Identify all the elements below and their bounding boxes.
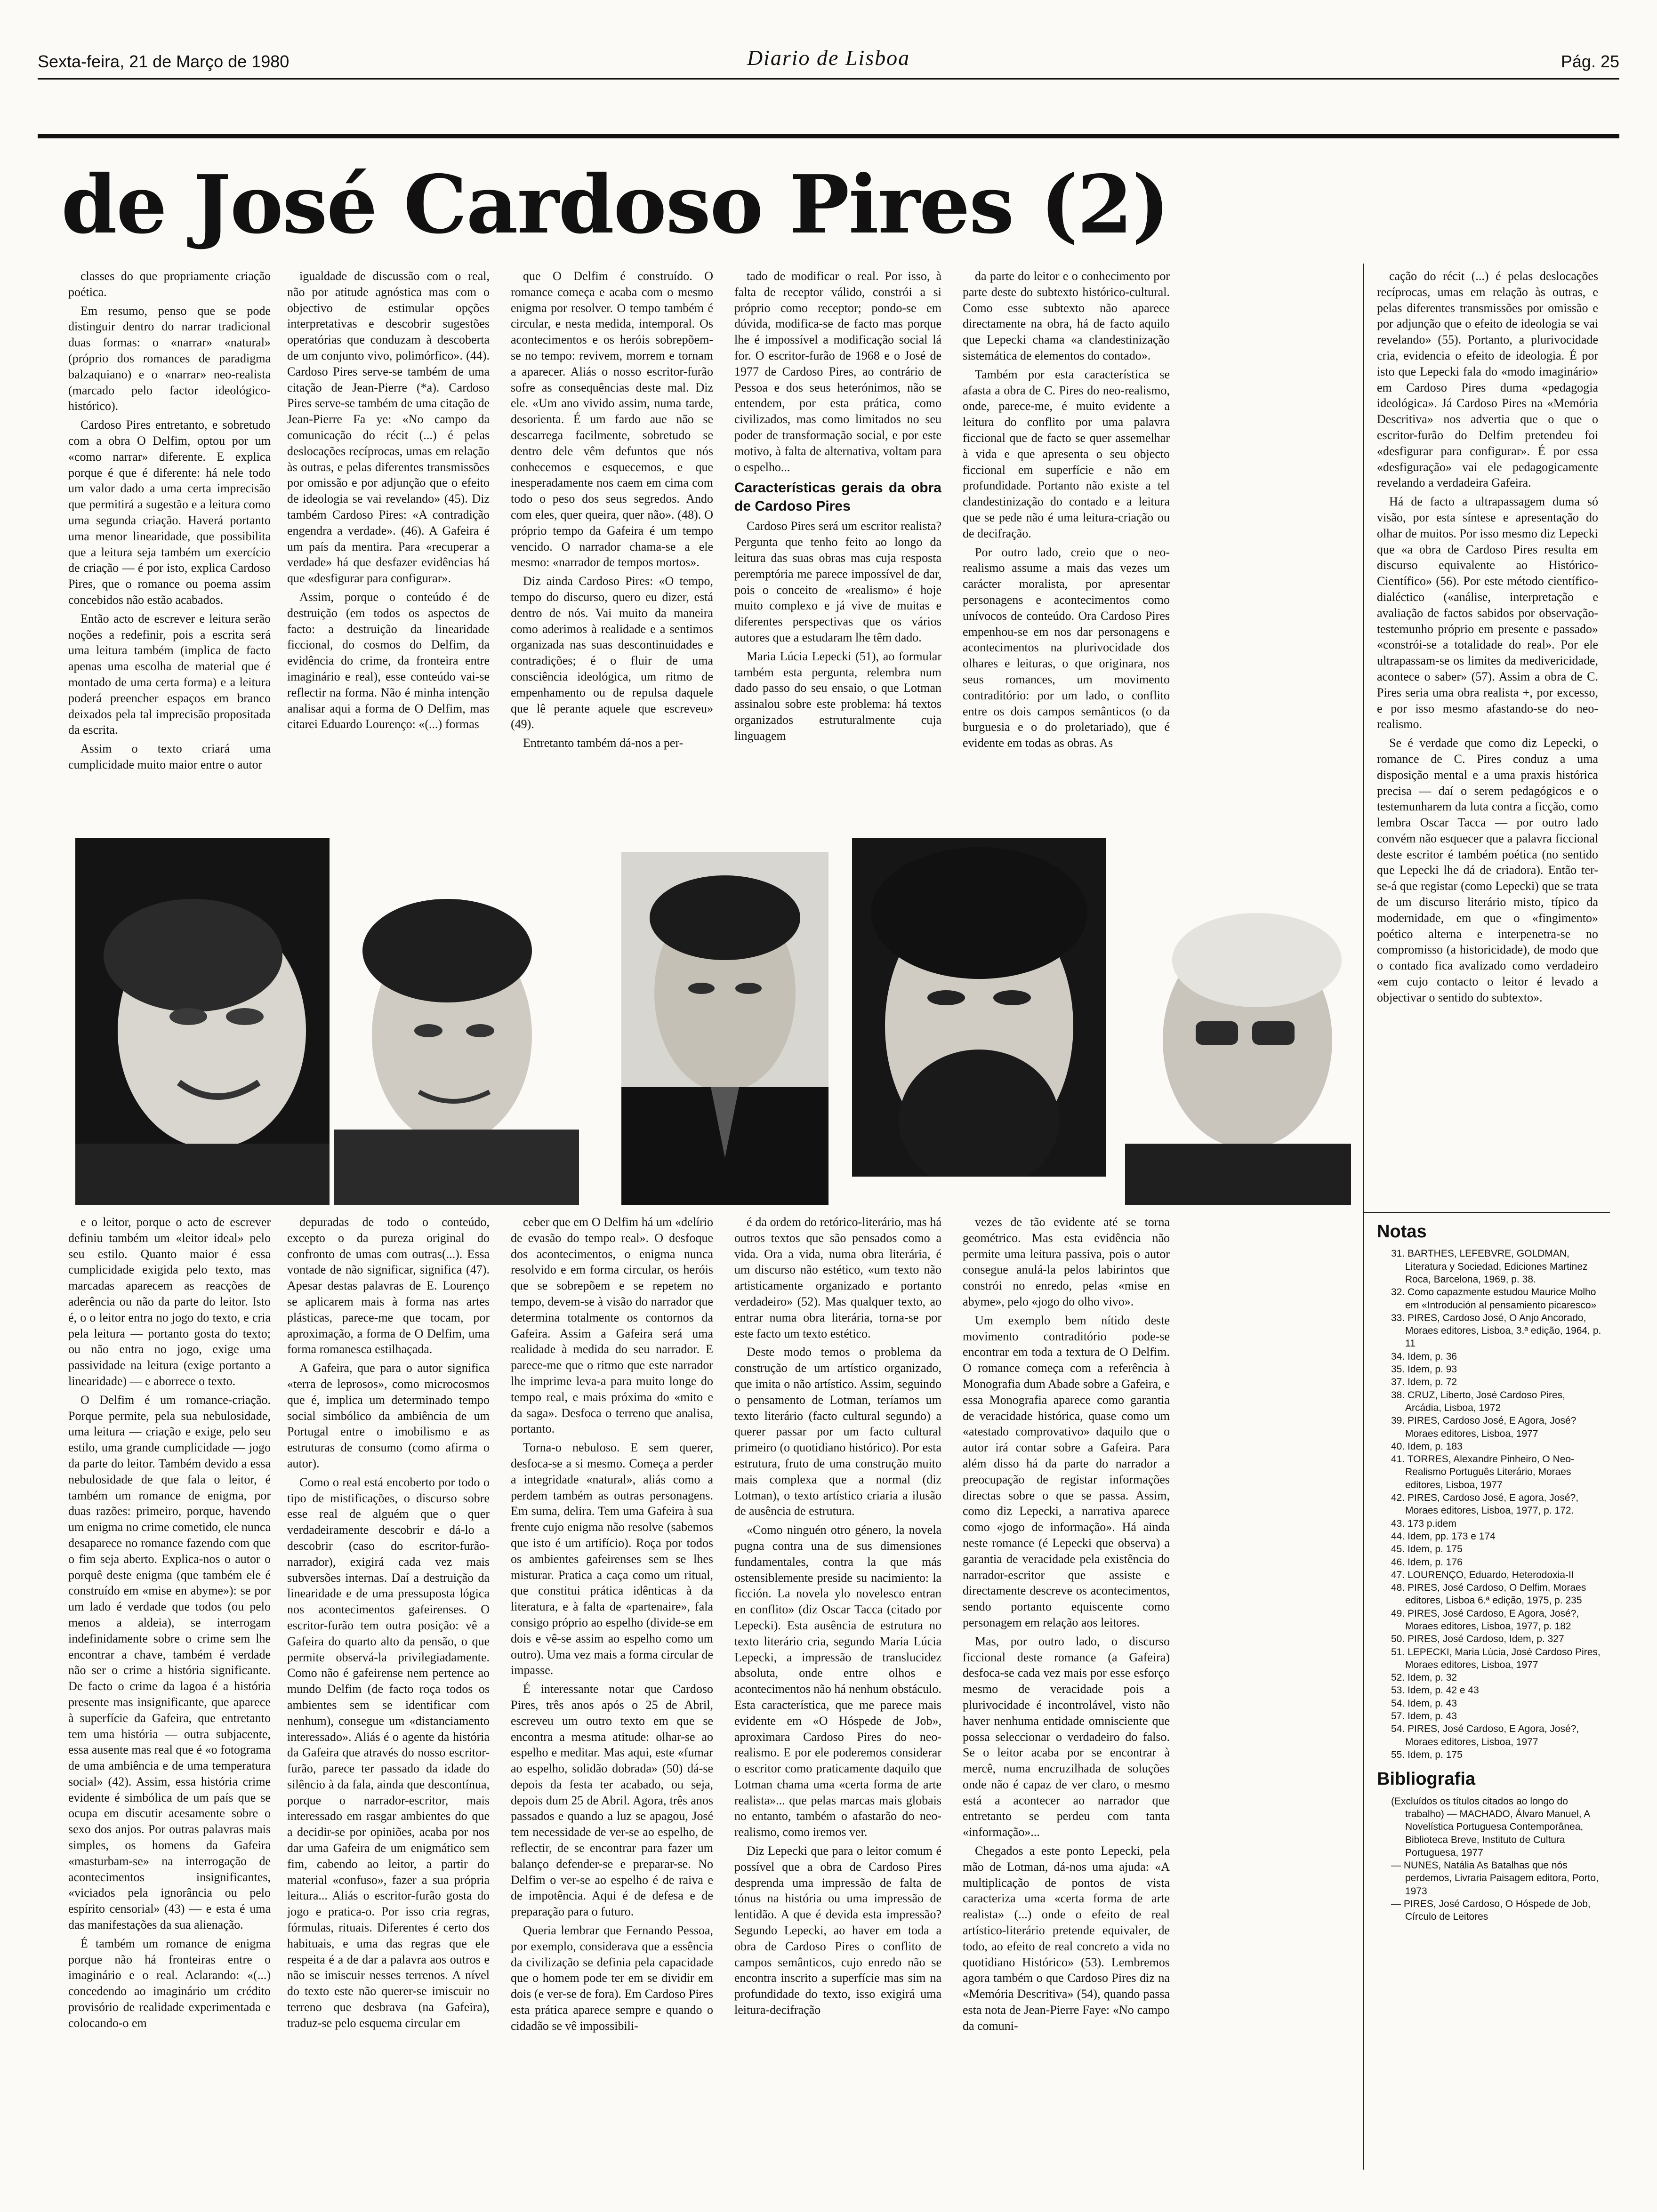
- note-entry: 51. LEPECKI, Maria Lúcia, José Cardoso Pires, Moraes editores, Lisboa, 1977: [1391, 1646, 1601, 1670]
- note-entry: 34. Idem, p. 36: [1391, 1351, 1457, 1362]
- paragraph: Também por esta característica se afasta a obra de C. Pires do neo-realismo, onde, parece-me, é muito evidente a leitura do conflito por uma palavra ficcional que de facto se quer assemelhar à vida e que apresenta o seu objecto ficcional em superfície e não em profundidade. Portanto não existe a tel clandestinização do contado e a leitura que se pede não é uma leitura-criação ou de decifração.: [963, 367, 1170, 540]
- paragraph: Chegados a este ponto Lepecki, pela mão de Lotman, dá-nos uma ajuda: «A multiplicação de pontos de vista caracteriza uma «certa forma de arte realista» (...) onde o efeito de real artístico-literário pretende equivaler, de todo, ao efeito de real concreto a vida no quotidiano Histórico» (53). Lembremos agora também o que Cardoso Pires diz na «Memória Descritiva» (54), quando passa esta nota de Jean-Pierre Faye: «No campo da comuni-: [963, 1844, 1170, 2033]
- paragraph: Deste modo temos o problema da construção de um artístico organizado, que imita o não artístico. Assim, seguindo o pensamento de Lotman, teríamos um texto literário (facto cultural segundo) a querer passar por um facto cultural primeiro (o quotidiano histórico). Por esta estrutura, fruto de uma construção muito mais complexa que a normal (diz Lotman), o texto artístico criaria a ilusão de ausência de estrutura.: [734, 1345, 941, 1518]
- paragraph: Queria lembrar que Fernando Pessoa, por exemplo, considerava que a essência da civilização se definia pela capacidade que o homem pode ter em se dividir em dois (e ver-se de fora). Em Cardoso Pires esta prática aparece sempre e quando o cidadão se vê impossibili-: [511, 1923, 713, 2033]
- paragraph: É interessante notar que Cardoso Pires, três anos após o 25 de Abril, escreveu um outro texto em que se encontra a mesma atitude: olhar-se ao espelho e meditar. Mas aqui, este «fumar ao espelho, solidão dobrada» (50) dá-se depois da festa ter acabado, ou seja, depois dum 25 de Abril. Agora, três anos passados e quando a luz se apagou, José tem necessidade de ver-se ao espelho, de reflectir, de se encontrar para fazer um balanço defender-se e preparar-se. No Delfim o ver-se ao espelho é de raiva e de impotência. Aqui é de defesa e de preparação para o futuro.: [511, 1682, 713, 1919]
- column-5-top: [963, 268, 1170, 828]
- note-entry: 35. Idem, p. 93: [1391, 1364, 1457, 1375]
- paragraph: «Como ninguén otro género, la novela pugna contra una de sus dimensiones fundamentales, contra la que más ostensiblemente preside su nacimiento: la ficción. La novela ylo novelesco entran en conflito» (diz Oscar Tacca (citado por Lepecki). Esta ausência de estrutura no texto literário cria, segundo Maria Lúcia Lepecki, a impressão de translucidez absoluta, onde entre olhos e acontecimentos não há nenhum obstáculo. Esta característica, que me parece mais evidente em «O Hóspede de Job», aproximara Cardoso Pires do neo-realismo. E por ele poderemos considerar o escritor como praticamente daquilo que Lotman chama uma «certa forma de arte realista»... que pelas marcas mais globais no entanto, também o afastarão do neo-realismo, como iremos ver.: [734, 1523, 941, 1839]
- paragraph: depuradas de todo o conteúdo, excepto o da pureza original do confronto de umas com outras(...). Essa vontade de não significar, significa (47). Apesar destas palavras de E. Lourenço se aplicarem mais à forma nas artes plásticas, parece-me que tocam, por aproximação, a forma de O Delfim, uma forma romanesca estilhaçada.: [287, 1215, 490, 1356]
- bibliography-list: [1377, 1795, 1603, 1923]
- note-entry: 48. PIRES, José Cardoso, O Delfim, Moraes editores, Lisboa 6.ª edição, 1975, p. 235: [1391, 1582, 1586, 1606]
- column-3-bottom: [511, 1214, 713, 2184]
- paragraph: ceber que em O Delfim há um «delírio de evasão do tempo real». O desfoque dos acontecimentos, o enigma nunca resolvido e em forma circular, os heróis que se sobrepõem e se repetem no tempo, devem-se à visão do narrador que determina totalmente os contornos da Gafeira. Assim a Gafeira será uma realidade à medida do seu narrador. E parece-me que o ritmo que este narrador lhe imprime leva-a para muito longe do tempo real, e mais próxima do «mito e da saga». Desfoca o terreno que analisa, portanto.: [511, 1215, 713, 1436]
- issue-date: Sexta-feira, 21 de Março de 1980: [38, 52, 290, 71]
- note-entry: 54. Idem, p. 43: [1391, 1698, 1457, 1709]
- note-entry: 43. 173 p.idem: [1391, 1518, 1456, 1529]
- note-entry: 40. Idem, p. 183: [1391, 1441, 1463, 1452]
- column-2-top: [287, 268, 490, 828]
- section-subtitle: Características gerais da obra de Cardoso Pires: [734, 480, 941, 514]
- paragraph: Por outro lado, creio que o neo-realismo assume a mais das vezes um carácter moralista, por apresentar personagens e acontecimentos como unívocos de conteúdo. Ora Cardoso Pires empenhou-se em nos dar personagens e acontecimentos na plurivocidade dos olhares e leituras, o que originara, nos seus romances, um movimento contraditório: por um lado, o conflito entre os dois campos semânticos (o da burguesia e o do proletariado), que é evidente em todas as obras. As: [963, 545, 1170, 750]
- note-entry: 47. LOURENÇO, Eduardo, Heterodoxia-II: [1391, 1569, 1574, 1580]
- article-headline: de José Cardoso Pires (2): [61, 158, 1169, 252]
- notes-rule: [1363, 1212, 1610, 1213]
- note-entry: 55. Idem, p. 175: [1391, 1749, 1463, 1760]
- paragraph: Há de facto a ultrapassagem duma só visão, por esta síntese e apresentação do olhar de muitos. Por isso mesmo diz Lepecki que «a obra de Cardoso Pires resulta em discurso equivalente ao Histórico-Científico» (56). Por este método científico-dialéctico («análise, interpretação e avaliação de factos sabidos por observação-testemunho próprio em presente e passado» «constrói-se a totalidade do real». Por ele ultrapassam-se os limites da medivericidade, acontece o saber» (57). Assim a obra de C. Pires seria uma obra realista +, por excesso, e por isso mesmo afastando-se do neo-realismo.: [1377, 495, 1598, 731]
- paragraph: A Gafeira, que para o autor significa «terra de leprosos», como microcosmos que é, implica um determinado tempo social simbólico da ambiência de um Portugal entre o imobilismo e as estruturas de consumo (como afirma o autor).: [287, 1361, 490, 1470]
- note-entry: 50. PIRES, José Cardoso, Idem, p. 327: [1391, 1634, 1564, 1645]
- paragraph: e o leitor, porque o acto de escrever definiu também um «leitor ideal» pelo seu estilo. Quanto maior é essa cumplicidade exigida pelo texto, mas marcadas aparecem as reacções de aderência ou não da parte do leitor. Isto é, o o leitor entra no jogo do texto, e cria pela leitura — portanto gosta do texto; ou não entra no jogo, exige uma passividade na leitura (exige portanto a linearidade) — e aborrece o texto.: [68, 1215, 271, 1388]
- paragraph: Como o real está encoberto por todo o tipo de mistificações, o discurso sobre esse real de alguém que o quer verdadeiramente descobrir e dá-lo a descobrir (caso do escritor-furão-narrador), exigirá cada vez mais subversões internas. Daí a destruição da linearidade e de uma pressuposta lógica nos acontecimentos gafeirenses. O escritor-furão tem outra posição: vê a Gafeira do quarto alto da pensão, o que permite observá-la privilegiadamente. Como não é gafeirense nem pertence ao mundo Delfim (de facto roça todos os ambientes sem se identificar com nenhum), consegue um «distanciamento interessado». Aliás é o agente da história da Gafeira que através do nosso escritor-furão, parece ter passado da idade do silêncio à da fala, ainda que descontínua, porque o narrador-escritor, mais interessado em rasgar ambientes do que a decidir-se por opiniões, acaba por nos dar uma Gafeira de um enigmático sem fim, cabendo ao leitor, a partir do material «confuso», fazer a sua própria leitura... Aliás o escritor-furão gosta do jogo e pratica-o. Por isso cria regras, fórmulas, rituais. Diferentes é certo dos habituais, e uma das regras que ele respeita é a de dar a palavra aos outros e não se imiscuir nesses terrenos. A nível do texto este não querer-se imiscuir no terreno que desbrava (na Gafeira), traduz-se pelo esquema circular em: [287, 1475, 490, 2030]
- notes-section: [1377, 1217, 1603, 2186]
- column-2-bottom: [287, 1214, 490, 2184]
- paragraph: Assim, porque o conteúdo é de destruição (em todos os aspectos de facto: a destruição da linearidade ficcional, do cosmos do Delfim, da evidência do crime, da fronteira entre imaginário e real), esse conteúdo vai-se reflectir na forma. Não é minha intenção analisar aqui a forma de O Delfim, mas citarei Eduardo Lourenço: «(...) formas: [287, 590, 490, 731]
- bibliography-entry: — NUNES, Natália As Batalhas que nós perdemos, Livraria Paisagem editora, Porto, 1973: [1391, 1860, 1599, 1897]
- paragraph: Cardoso Pires será um escritor realista? Pergunta que tenho feito ao longo da leitura das suas obras mas cuja resposta peremptória me parece impossível de dar, pois o conceito de «realismo» é hoje muito complexo e já vive de muitas e diferentes perspectivas que os vários autores que a estudaram lhe têm dado.: [734, 519, 941, 644]
- paragraph: Maria Lúcia Lepecki (51), ao formular também esta pergunta, relembra num dado passo do seu ensaio, o que Lotman assinalou sobre este problema: há textos organizados estruturalmente cuja linguagem: [734, 649, 941, 743]
- note-entry: 32. Como capazmente estudou Maurice Molho em «Introdución al pensamiento picaresco»: [1391, 1287, 1597, 1311]
- paragraph: Assim o texto criará uma cumplicidade muito maior entre o autor: [68, 742, 271, 771]
- column-3-top: [511, 268, 713, 828]
- paragraph: que O Delfim é construído. O romance começa e acaba com o mesmo enigma por resolver. O tempo também é circular, e nesta medida, intemporal. Os acontecimentos e os heróis sobrepõem-se no tempo: revivem, morrem e tornam a aparecer. Aliás o nosso escritor-furão sofre as consequências deste mal. Diz ele. «Um ano vivido assim, numa tarde, desorienta. É um fardo aue não se descarrega facilmente, sobretudo se dentro dele vêm defuntos que nós conhecemos e esquecemos, e que inesperadamente nos caem em cima com todo o peso dos seus segredos. Ando com eles, quer queira, quer não». (48). O próprio tempo da Gafeira é um tempo vencido. O narrador chama-se a ele mesmo: «narrador de tempos mortos».: [511, 269, 713, 569]
- newspaper-name: Diario de Lisboa: [747, 46, 910, 70]
- note-entry: 54. PIRES, José Cardoso, E Agora, José?, Moraes editores, Lisboa, 1977: [1391, 1723, 1579, 1747]
- note-entry: 33. PIRES, Cardoso José, O Anjo Ancorado, Moraes editores, Lisboa, 3.ª edição, 1964, p. 11: [1391, 1312, 1601, 1349]
- paragraph: é da ordem do retórico-literário, mas há outros textos que são pensados como a vida. Ora a vida, numa obra literária, é um discurso não estético, «um texto não artisticamente organizado e portanto verdadeiro» (52). Mas qualquer texto, ao entrar numa obra literária, torna-se por este facto um texto estético.: [734, 1215, 941, 1340]
- bibliography-entry: (Excluídos os títulos citados ao longo do trabalho) — MACHADO, Álvaro Manuel, A Novelística Portuguesa Contemporânea, Biblioteca Breve, Instituto de Cultura Portuguesa, 1977: [1391, 1795, 1590, 1858]
- portrait-strip: [56, 838, 1351, 1205]
- column-4-bottom: [734, 1214, 941, 2184]
- paragraph: Mas, por outro lado, o discurso ficcional deste romance (a Gafeira) desfoca-se cada vez mais por esse esforço mesmo de veracidade pois a plurivocidade é incontrolável, visto não haver nenhuma entidade omnisciente que possa seleccionar o verdadeiro do falso. Se o leitor acaba por se encontrar à mercê, numa encruzilhada de soluções onde não é capaz de ver claro, o mesmo está a acontecer ao narrador que entretanto se perdeu com tanta «informação»...: [963, 1634, 1170, 1839]
- paragraph: Então acto de escrever e leitura serão noções a redefinir, pois a escrita será uma leitura também (implica de facto apenas uma escolha de material que é montado de uma certa forma) e a leitura poderá preencher espaços em branco deixados pela tal imprecisão propositada da escrita.: [68, 611, 271, 737]
- note-entry: 41. TORRES, Alexandre Pinheiro, O Neo-Realismo Português Literário, Moraes editores, Lisboa, 1977: [1391, 1454, 1575, 1491]
- paragraph: igualdade de discussão com o real, não por atitude agnóstica mas com o objectivo de estimular opções interpretativas e descobrir sugestões operatórias que conduzam à descoberta de um conjunto vivo, polimórfico». (44). Cardoso Pires serve-se também de uma citação de Jean-Pierre (*a). Cardoso Pires serve-se também de uma citação de Jean-Pierre Fa ye: «No campo da comunicação do récit (...) é pelas deslocações recíprocas, umas em relação às outras, e pelas diferentes transmissões por omissão e por adjunção que o efeito de ideologia se vai revelando» (45). Diz também Cardoso Pires: «A contradição engendra a verdade». (46). A Gafeira é um país da mentira. Para «recuperar a verdade» há que desfazer evidências há que «desfigurar para configurar».: [287, 269, 490, 585]
- paragraph: Diz ainda Cardoso Pires: «O tempo, tempo do discurso, quero eu dizer, está dentro de nós. Vai muito da maneira como aderimos à realidade e a sentimos organizada nas suas descontinuidades e contradições; é o fluir de uma consciência ideológica, um ritmo de empenhamento ou de repulsa daquele que lê perante aquele que escreveu» (49).: [511, 574, 713, 731]
- paragraph: Se é verdade que como diz Lepecki, o romance de C. Pires conduz a uma disposição mental e a uma praxis histórica precisa — daí o serem pedagógicos e o testemunharem da luta contra a ficção, como lembra Oscar Tacca — por outro lado convém não esquecer que a palavra ficcional deste escritor é também poética (no sentido que Lepecki lhe dá de criadora). Então ter-se-á que registar (como Lepecki) que se trata de um discurso literário misto, típico da modernidade, em que o «fingimento» poético alterna e interpenetra-se no compromisso (a historicidade), de modo que o contado fica avalizado como verdadeiro «em cujo contacto o leitor é levado a objectivar o sentido do subtexto».: [1377, 736, 1598, 1004]
- column-rule: [1363, 264, 1364, 2170]
- note-entry: 38. CRUZ, Liberto, José Cardoso Pires, Arcádia, Lisboa, 1972: [1391, 1389, 1565, 1413]
- paragraph: O Delfim é um romance-criação. Porque permite, pela sua nebulosidade, uma leitura — criação e exige, pelo seu estilo, uma grande cumplicidade — jogo da parte do leitor. Também devido a essa nebulosidade de que fala o leitor, é também um romance de enigma, por duas razões: primeiro, porque, havendo um enigma no crime cometido, ele nunca desaparece no romance fazendo com que o fim seja aberto. Explica-nos o autor o porquê deste enigma (que também ele é construído em «mise en abyme»): se por um lado é verdade que todos (ou pelo menos a aldeia), se interrogam indefinidamente sobre o crime sem lhe encontrar a chave, também é verdade não ser o crime a história significante. De facto o crime da lagoa é a história presente mas insignificante, que aparece à superfície da Gafeira, que entretanto tem uma história — outra subjacente, essa ausente mas real que é «o fotograma de uma ambiência e de uma temperatura social» (42). Assim, essa história crime evidente é simbólica de um país que se ocupa em discutir acesamente sobre o sexo dos anjos. Por outras palavras mais simples, os homens da Gafeira «masturbam-se» na interrogação de acontecimentos insignificantes, «viciados pela ignorância ou pelo espírito censorial» (43) — e esta é uma das manifestações da sua alienação.: [68, 1393, 271, 1932]
- note-entry: 57. Idem, p. 43: [1391, 1711, 1457, 1722]
- paragraph: Diz Lepecki que para o leitor comum é possível que a obra de Cardoso Pires desprenda uma impressão de falta de tónus na história ou uma impressão de lentidão. A que é devida esta impressão? Segundo Lepecki, ao haver em toda a obra de Cardoso Pires o conflito de campos semânticos, cujo enredo não se encontra inscrito a superfície mas sim na profundidade do texto, isso exigirá uma leitura-decifração: [734, 1844, 941, 2017]
- column-4-top: [734, 268, 941, 828]
- notes-list: [1377, 1247, 1603, 1761]
- note-entry: 52. Idem, p. 32: [1391, 1672, 1457, 1683]
- note-entry: 42. PIRES, Cardoso José, E agora, José?, Moraes editores, Lisboa, 1977, p. 172.: [1391, 1492, 1579, 1516]
- paragraph: vezes de tão evidente até se torna geométrico. Mas esta evidência não permite uma leitura passiva, pois o autor consegue anulá-la pelos labirintos que constrói no enredo, pelas «mise en abyme», pelo «jogo do olho vivo».: [963, 1215, 1170, 1308]
- title-rule: [38, 134, 1619, 138]
- note-entry: 45. Idem, p. 175: [1391, 1544, 1463, 1555]
- paragraph: classes do que propriamente criação poética.: [68, 269, 271, 299]
- portrait-photo-4: [852, 838, 1106, 1205]
- portrait-photo-5: [1125, 880, 1351, 1205]
- note-entry: 49. PIRES, José Cardoso, E Agora, José?, Moraes editores, Lisboa, 1977, p. 182: [1391, 1608, 1579, 1632]
- paragraph: cação do récit (...) é pelas deslocações recíprocas, umas em relação às outras, e pelas diferentes transmissões por omissão e por adjunção que o efeito de ideologia se vai revelando» (55). Portanto, a plurivocidade cria, evidencia o efeito de ideologia. É por isto que Lepecki fala do «modo imaginário» em Cardoso Pires duma «pedagogia ideológica». Já Cardoso Pires na «Memória Descritiva» nos advertia que o que o escritor-furão do Delfim pretendeu foi «desfigurar para configurar». É por essa «desfiguração» vai ele pedagogicamente revelando a verdadeira Gafeira.: [1377, 269, 1598, 490]
- note-entry: 31. BARTHES, LEFEBVRE, GOLDMAN, Literatura y Sociedad, Ediciones Martinez Roca, Barcelona, 1969, p. 38.: [1391, 1248, 1588, 1285]
- bibliography-entry: — PIRES, José Cardoso, O Hóspede de Job, Círculo de Leitores: [1391, 1899, 1591, 1923]
- column-5-bottom: [963, 1214, 1170, 2184]
- paragraph: da parte do leitor e o conhecimento por parte deste do subtexto histórico-cultural. Como esse subtexto não aparece directamente na obra, há de facto aquilo que Lepecki chama «a clandestinização sistemática de elementos do contado».: [963, 269, 1170, 362]
- paragraph: Torna-o nebuloso. E sem querer, desfoca-se a si mesmo. Começa a perder a integridade «natural», aliás como a perdem também as outras personagens. Em suma, delira. Tem uma Gafeira à sua frente cujo enigma não resolve (sabemos que isto é um artifício). Roça por todos os ambientes gafeirenses sem se lhes misturar. Pratica a caça como um ritual, que constitui prática idênticas à da literatura, e à falta de «partenaire», fala consigo próprio ao espelho (divide-se em dois e vê-se assim ao espelho como um outro). Uma vez mais a forma circular de impasse.: [511, 1441, 713, 1677]
- note-entry: 53. Idem, p. 42 e 43: [1391, 1685, 1479, 1696]
- note-entry: 44. Idem, pp. 173 e 174: [1391, 1531, 1496, 1542]
- paragraph: Um exemplo bem nítido deste movimento contraditório pode-se encontrar em toda a textura de O Delfim. O romance começa com a referência à Monografia dum Abade sobre a Gafeira, e essa Monografia aparece como garantia de veracidade histórica, quase como um «atestado comprovativo» daquilo que o autor irá contar sobre a Gafeira. Para além disso há da parte do narrador a preocupação de registar informações directas sobre o que se passa. Assim, como diz Lepecki, a narrativa aparece como «jogo de informação». Há ainda neste romance (é Lepecki que observa) a garantia de veracidade pela existência do narrador-escritor que assiste e directamente descreve os acontecimentos, sendo portanto equiscente como personagem em relação aos leitores.: [963, 1313, 1170, 1629]
- bibliography-heading: Bibliografia: [1377, 1769, 1476, 1789]
- paragraph: Em resumo, penso que se pode distinguir dentro do narrar tradicional duas formas: o «narrar» «natural» (próprio dos romances de paradigma balzaquiano) e o «narrar» neo-realista (marcado pelo factor ideológico-histórico).: [68, 304, 271, 413]
- note-entry: 37. Idem, p. 72: [1391, 1377, 1457, 1388]
- paragraph: Cardoso Pires entretanto, e sobretudo com a obra O Delfim, optou por um «como narrar» diferente. E explica porque é que é diferente: há nele todo um valor dado a uma certa imprecisão que permitirá a sugestão e a leitura como uma segunda criação. Haverá portanto uma menor linearidade, que possibilita que a leitura seja também um exercício de criação — é por isto, explica Cardoso Pires, que o romance ou poema assim concebidos não estão acabados.: [68, 418, 271, 607]
- header-rule: [38, 78, 1619, 80]
- paragraph: É também um romance de enigma porque não há fronteiras entre o imaginário e o real. Aclarando: «(...) concedendo ao imaginário um crédito provisório de realidade experimentada e colocando-o em: [68, 1936, 271, 2030]
- paragraph: Entretanto também dá-nos a per-: [523, 736, 684, 750]
- page-number: Pág. 25: [1560, 52, 1619, 71]
- column-1-bottom: [68, 1214, 271, 2184]
- column-1-top: [68, 268, 271, 828]
- note-entry: 46. Idem, p. 176: [1391, 1556, 1463, 1568]
- portrait-photo-2: [334, 866, 579, 1205]
- column-6: [1377, 268, 1598, 1210]
- portrait-photo-3: [621, 852, 828, 1205]
- paragraph: tado de modificar o real. Por isso, à falta de receptor válido, constrói a si próprio como receptor; pondo-se em dúvida, modifica-se de facto mas porque lhe é impossível a modificação social lá for. O escritor-furão de 1968 e o José de 1977 de Cardoso Pires, ao contrário de Pessoa e dos seus heterónimos, não se entendem, por esta prática, como civilizados, mas como limitados no seu poder de transformação social, e por este motivo, à falta de alternativa, voltam para o espelho...: [734, 269, 941, 474]
- portrait-photo-1: [75, 838, 330, 1205]
- notes-heading: Notas: [1377, 1222, 1427, 1242]
- note-entry: 39. PIRES, Cardoso José, E Agora, José? Moraes editores, Lisboa, 1977: [1391, 1415, 1577, 1439]
